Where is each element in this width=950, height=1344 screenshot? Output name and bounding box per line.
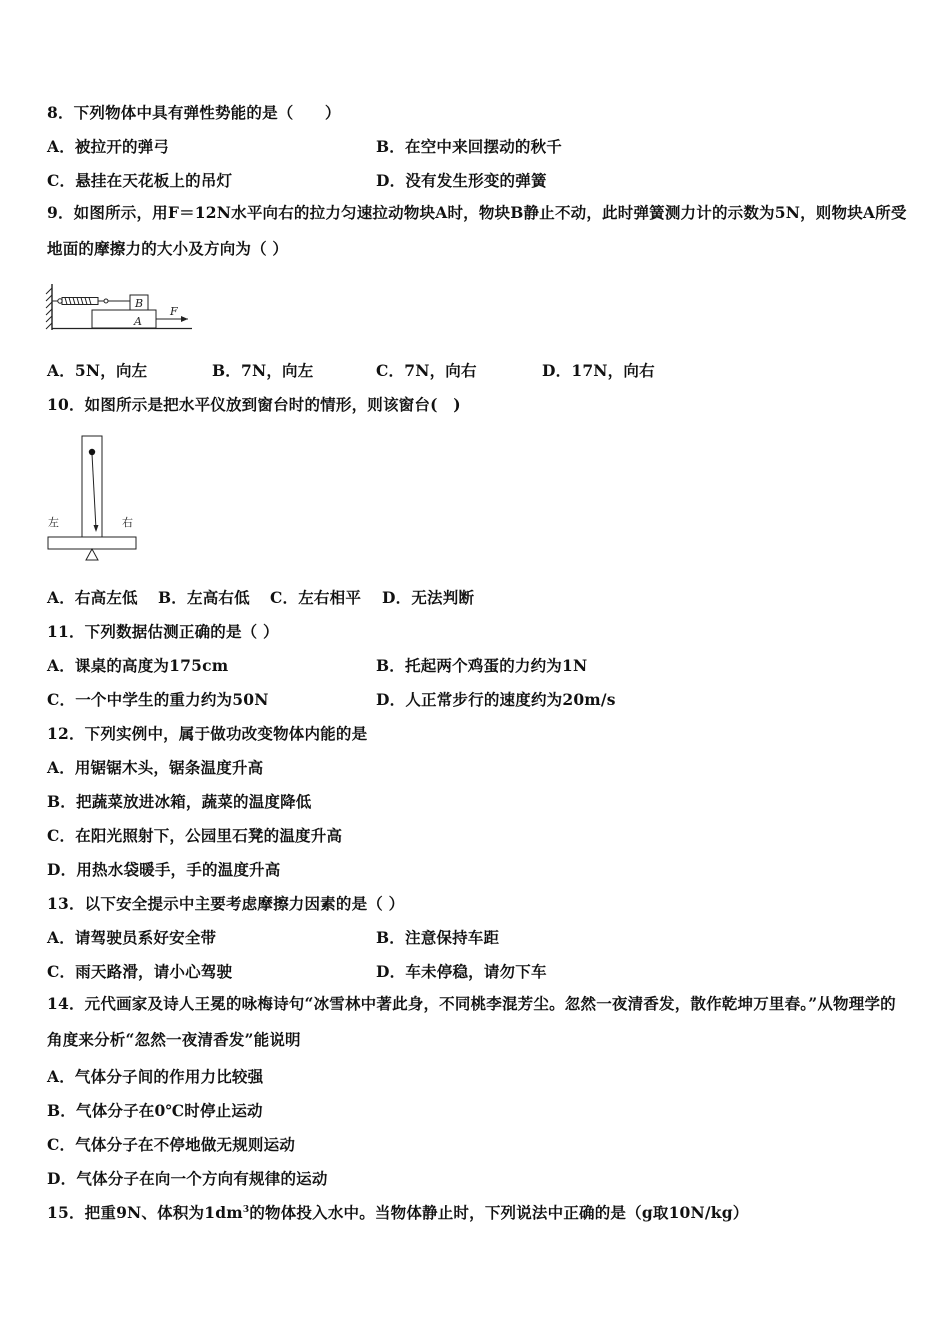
q14-option-a: A．气体分子间的作用力比较强 <box>47 1067 264 1086</box>
q11-option-a: A．课桌的高度为175cm <box>47 656 229 675</box>
q14-option-c: C．气体分子在不停地做无规则运动 <box>47 1135 296 1154</box>
q9-stem: 9．如图所示，用F＝12N水平向右的拉力匀速拉动物块A时，物块B静止不动，此时弹簧测力计的示数为5N，则物块A所受地面的摩擦力的大小及方向为（ ） <box>47 203 907 258</box>
q9-label-f: F <box>170 305 178 318</box>
q12-option-b: B．把蔬菜放进冰箱，蔬菜的温度降低 <box>47 792 312 811</box>
q14-option-d: D．气体分子在向一个方向有规律的运动 <box>47 1169 328 1188</box>
q8-option-b: B．在空中来回摆动的秋千 <box>376 137 563 156</box>
q15-stem-part2: 的物体投入水中。当物体静止时，下列说法中正确的是（g取10N/kg） <box>249 1203 749 1222</box>
q9-label-b: B <box>135 297 144 310</box>
q10-right-label: 右 <box>122 516 133 529</box>
q12-option-d: D．用热水袋暖手，手的温度升高 <box>47 860 281 879</box>
q10-option-d: D．无法判断 <box>382 588 475 607</box>
q10-level-figure <box>44 432 144 564</box>
q8-option-d: D．没有发生形变的弹簧 <box>376 171 547 190</box>
q12-option-a: A．用锯锯木头，锯条温度升高 <box>47 758 264 777</box>
q9-option-a: A．5N，向左 <box>47 361 148 380</box>
q15-stem-superscript: 3 <box>242 1204 250 1215</box>
q14-stem: 14．元代画家及诗人王冕的咏梅诗句“冰雪林中著此身，不同桃李混芳尘。忽然一夜清香发，散作乾坤万里春。”从物理学的角度来分析“忽然一夜清香发”能说明 <box>47 994 896 1049</box>
q11-option-d: D．人正常步行的速度约为20m/s <box>376 690 616 709</box>
q9-label-a: A <box>134 315 142 328</box>
q13-stem: 13．以下安全提示中主要考虑摩擦力因素的是（ ） <box>47 894 405 913</box>
q15-stem-part1: 15．把重9N、体积为1dm <box>47 1203 243 1222</box>
q8-option-a: A．被拉开的弹弓 <box>47 137 170 156</box>
q10-option-b: B．左高右低 <box>158 588 250 607</box>
q11-stem: 11．下列数据估测正确的是（ ） <box>47 622 279 641</box>
q11-option-c: C．一个中学生的重力约为50N <box>47 690 269 709</box>
q10-option-a: A．右高左低 <box>47 588 138 607</box>
q13-option-a: A．请驾驶员系好安全带 <box>47 928 217 947</box>
q15-stem <box>47 1201 748 1223</box>
q10-option-c: C．左右相平 <box>270 588 362 607</box>
q8-option-c: C．悬挂在天花板上的吊灯 <box>47 171 233 190</box>
q10-left-label: 左 <box>48 516 59 529</box>
q9-spring-scale-figure <box>40 282 200 334</box>
q11-option-b: B．托起两个鸡蛋的力约为1N <box>376 656 588 675</box>
q9-option-b: B．7N，向左 <box>212 361 314 380</box>
q13-option-c: C．雨天路滑，请小心驾驶 <box>47 962 233 981</box>
q12-stem: 12．下列实例中，属于做功改变物体内能的是 <box>47 724 368 743</box>
q9-option-d: D．17N，向右 <box>542 361 655 380</box>
q12-option-c: C．在阳光照射下，公园里石凳的温度升高 <box>47 826 343 845</box>
q10-stem: 10．如图所示是把水平仪放到窗台时的情形，则该窗台( ) <box>47 395 461 414</box>
q9-option-c: C．7N，向右 <box>376 361 477 380</box>
q13-option-b: B．注意保持车距 <box>376 928 500 947</box>
q13-option-d: D．车未停稳，请勿下车 <box>376 962 547 981</box>
q14-option-b: B．气体分子在0℃时停止运动 <box>47 1101 263 1120</box>
q8-stem: 8．下列物体中具有弹性势能的是（ ） <box>47 103 341 122</box>
